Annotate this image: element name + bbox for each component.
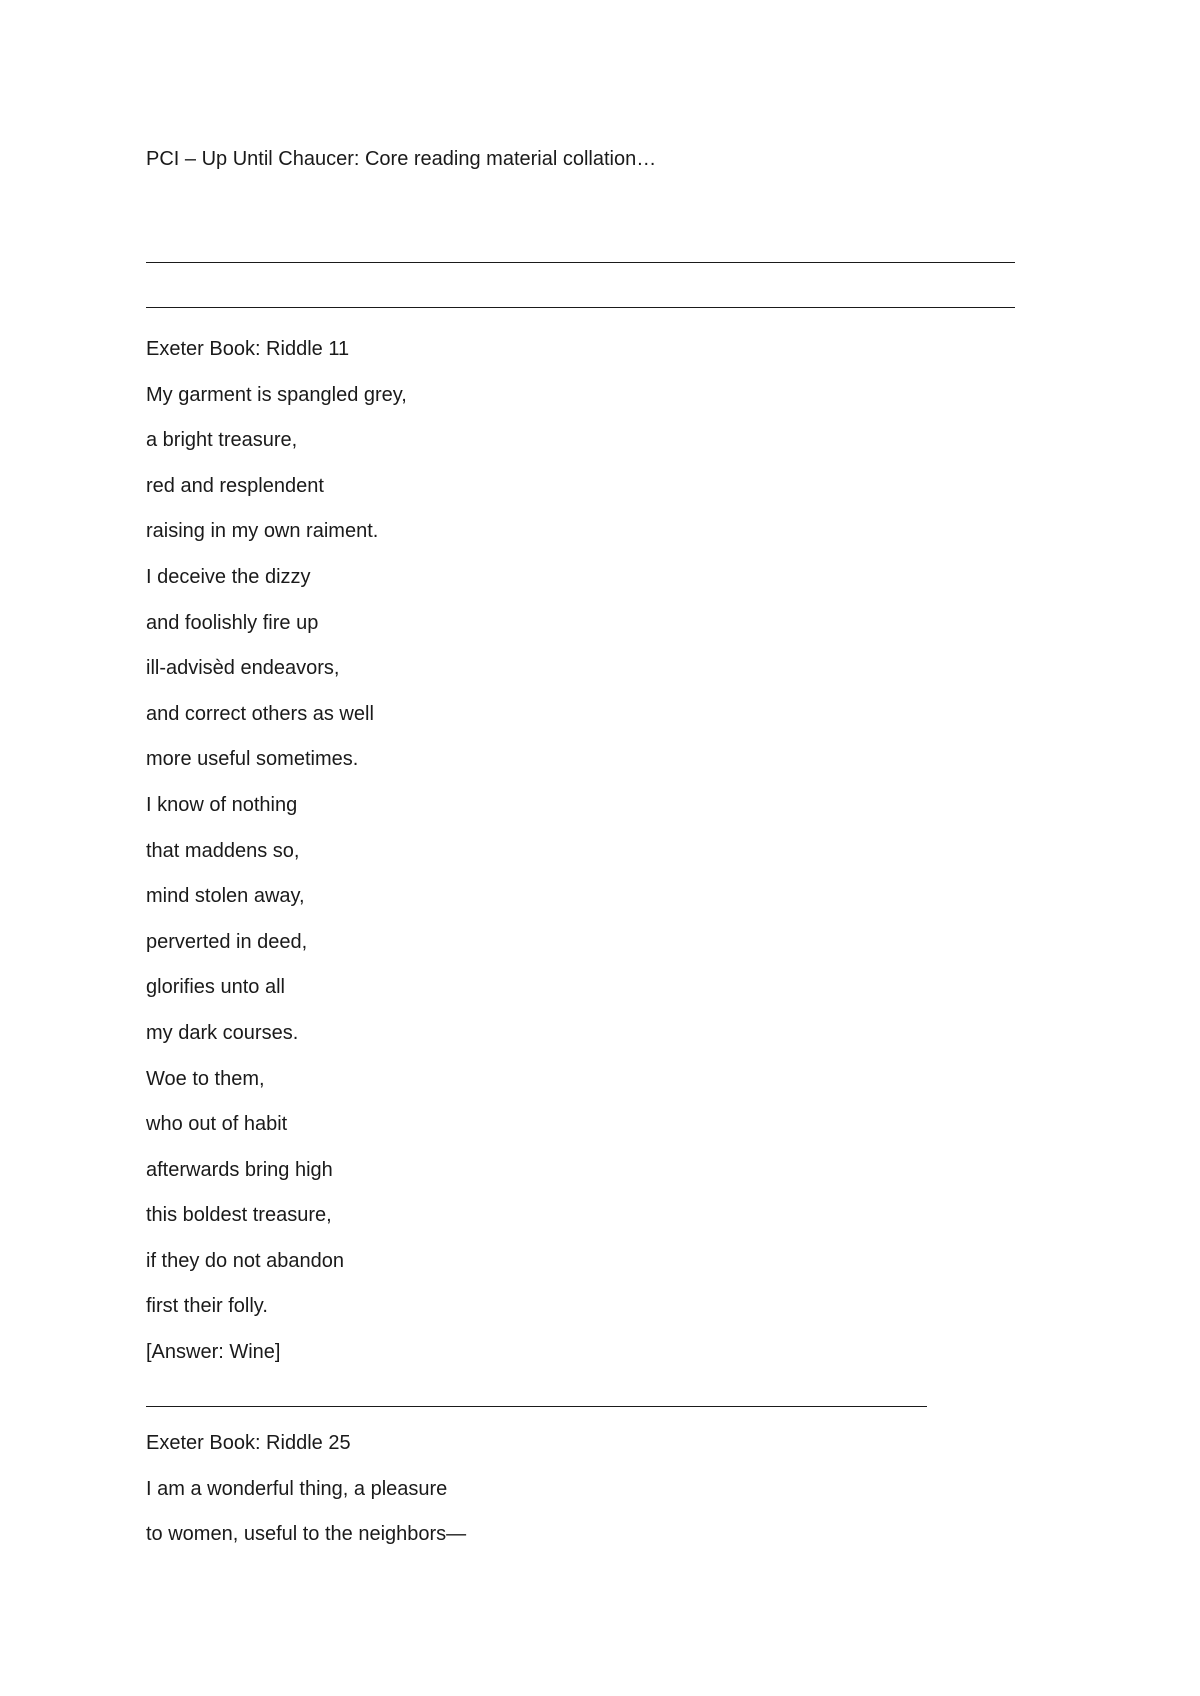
riddle-section xyxy=(146,327,407,1376)
poem-line: I know of nothing xyxy=(146,793,298,816)
poem-line: mind stolen away, xyxy=(146,885,305,908)
poem-line: My garment is spangled grey, xyxy=(146,383,407,406)
poem-line: I am a wonderful thing, a pleasure xyxy=(146,1477,448,1500)
poem-line: if they do not abandon xyxy=(146,1249,344,1272)
poem-line: this boldest treasure, xyxy=(146,1204,332,1227)
poem-line: and correct others as well xyxy=(146,702,374,725)
riddle-heading: Exeter Book: Riddle 11 xyxy=(146,338,350,360)
poem-line: afterwards bring high xyxy=(146,1158,333,1181)
poem-line: red and resplendent xyxy=(146,474,324,497)
riddle-section xyxy=(146,1421,466,1558)
poem-line: who out of habit xyxy=(146,1113,288,1136)
poem-line: to women, useful to the neighbors— xyxy=(146,1523,467,1546)
poem-line: Woe to them, xyxy=(146,1067,265,1090)
document-title: PCI – Up Until Chaucer: Core reading material collation… xyxy=(146,148,657,170)
poem-line: my dark courses. xyxy=(146,1021,299,1044)
poem-line: and foolishly fire up xyxy=(146,611,319,634)
poem-line: glorifies unto all xyxy=(146,976,285,999)
horizontal-rule xyxy=(146,307,1015,308)
poem-line: raising in my own raiment. xyxy=(146,520,379,543)
poem-line: that maddens so, xyxy=(146,839,300,862)
poem-line: ill-advisèd endeavors, xyxy=(146,657,340,680)
poem-line: perverted in deed, xyxy=(146,930,308,953)
poem-line: more useful sometimes. xyxy=(146,748,359,771)
poem-line: first their folly. xyxy=(146,1295,268,1318)
poem-line: a bright treasure, xyxy=(146,429,298,452)
horizontal-rule xyxy=(146,262,1015,263)
poem-line: I deceive the dizzy xyxy=(146,565,311,588)
riddle-heading: Exeter Book: Riddle 25 xyxy=(146,1432,351,1454)
horizontal-rule xyxy=(146,1406,927,1407)
riddle-answer: [Answer: Wine] xyxy=(146,1341,281,1364)
